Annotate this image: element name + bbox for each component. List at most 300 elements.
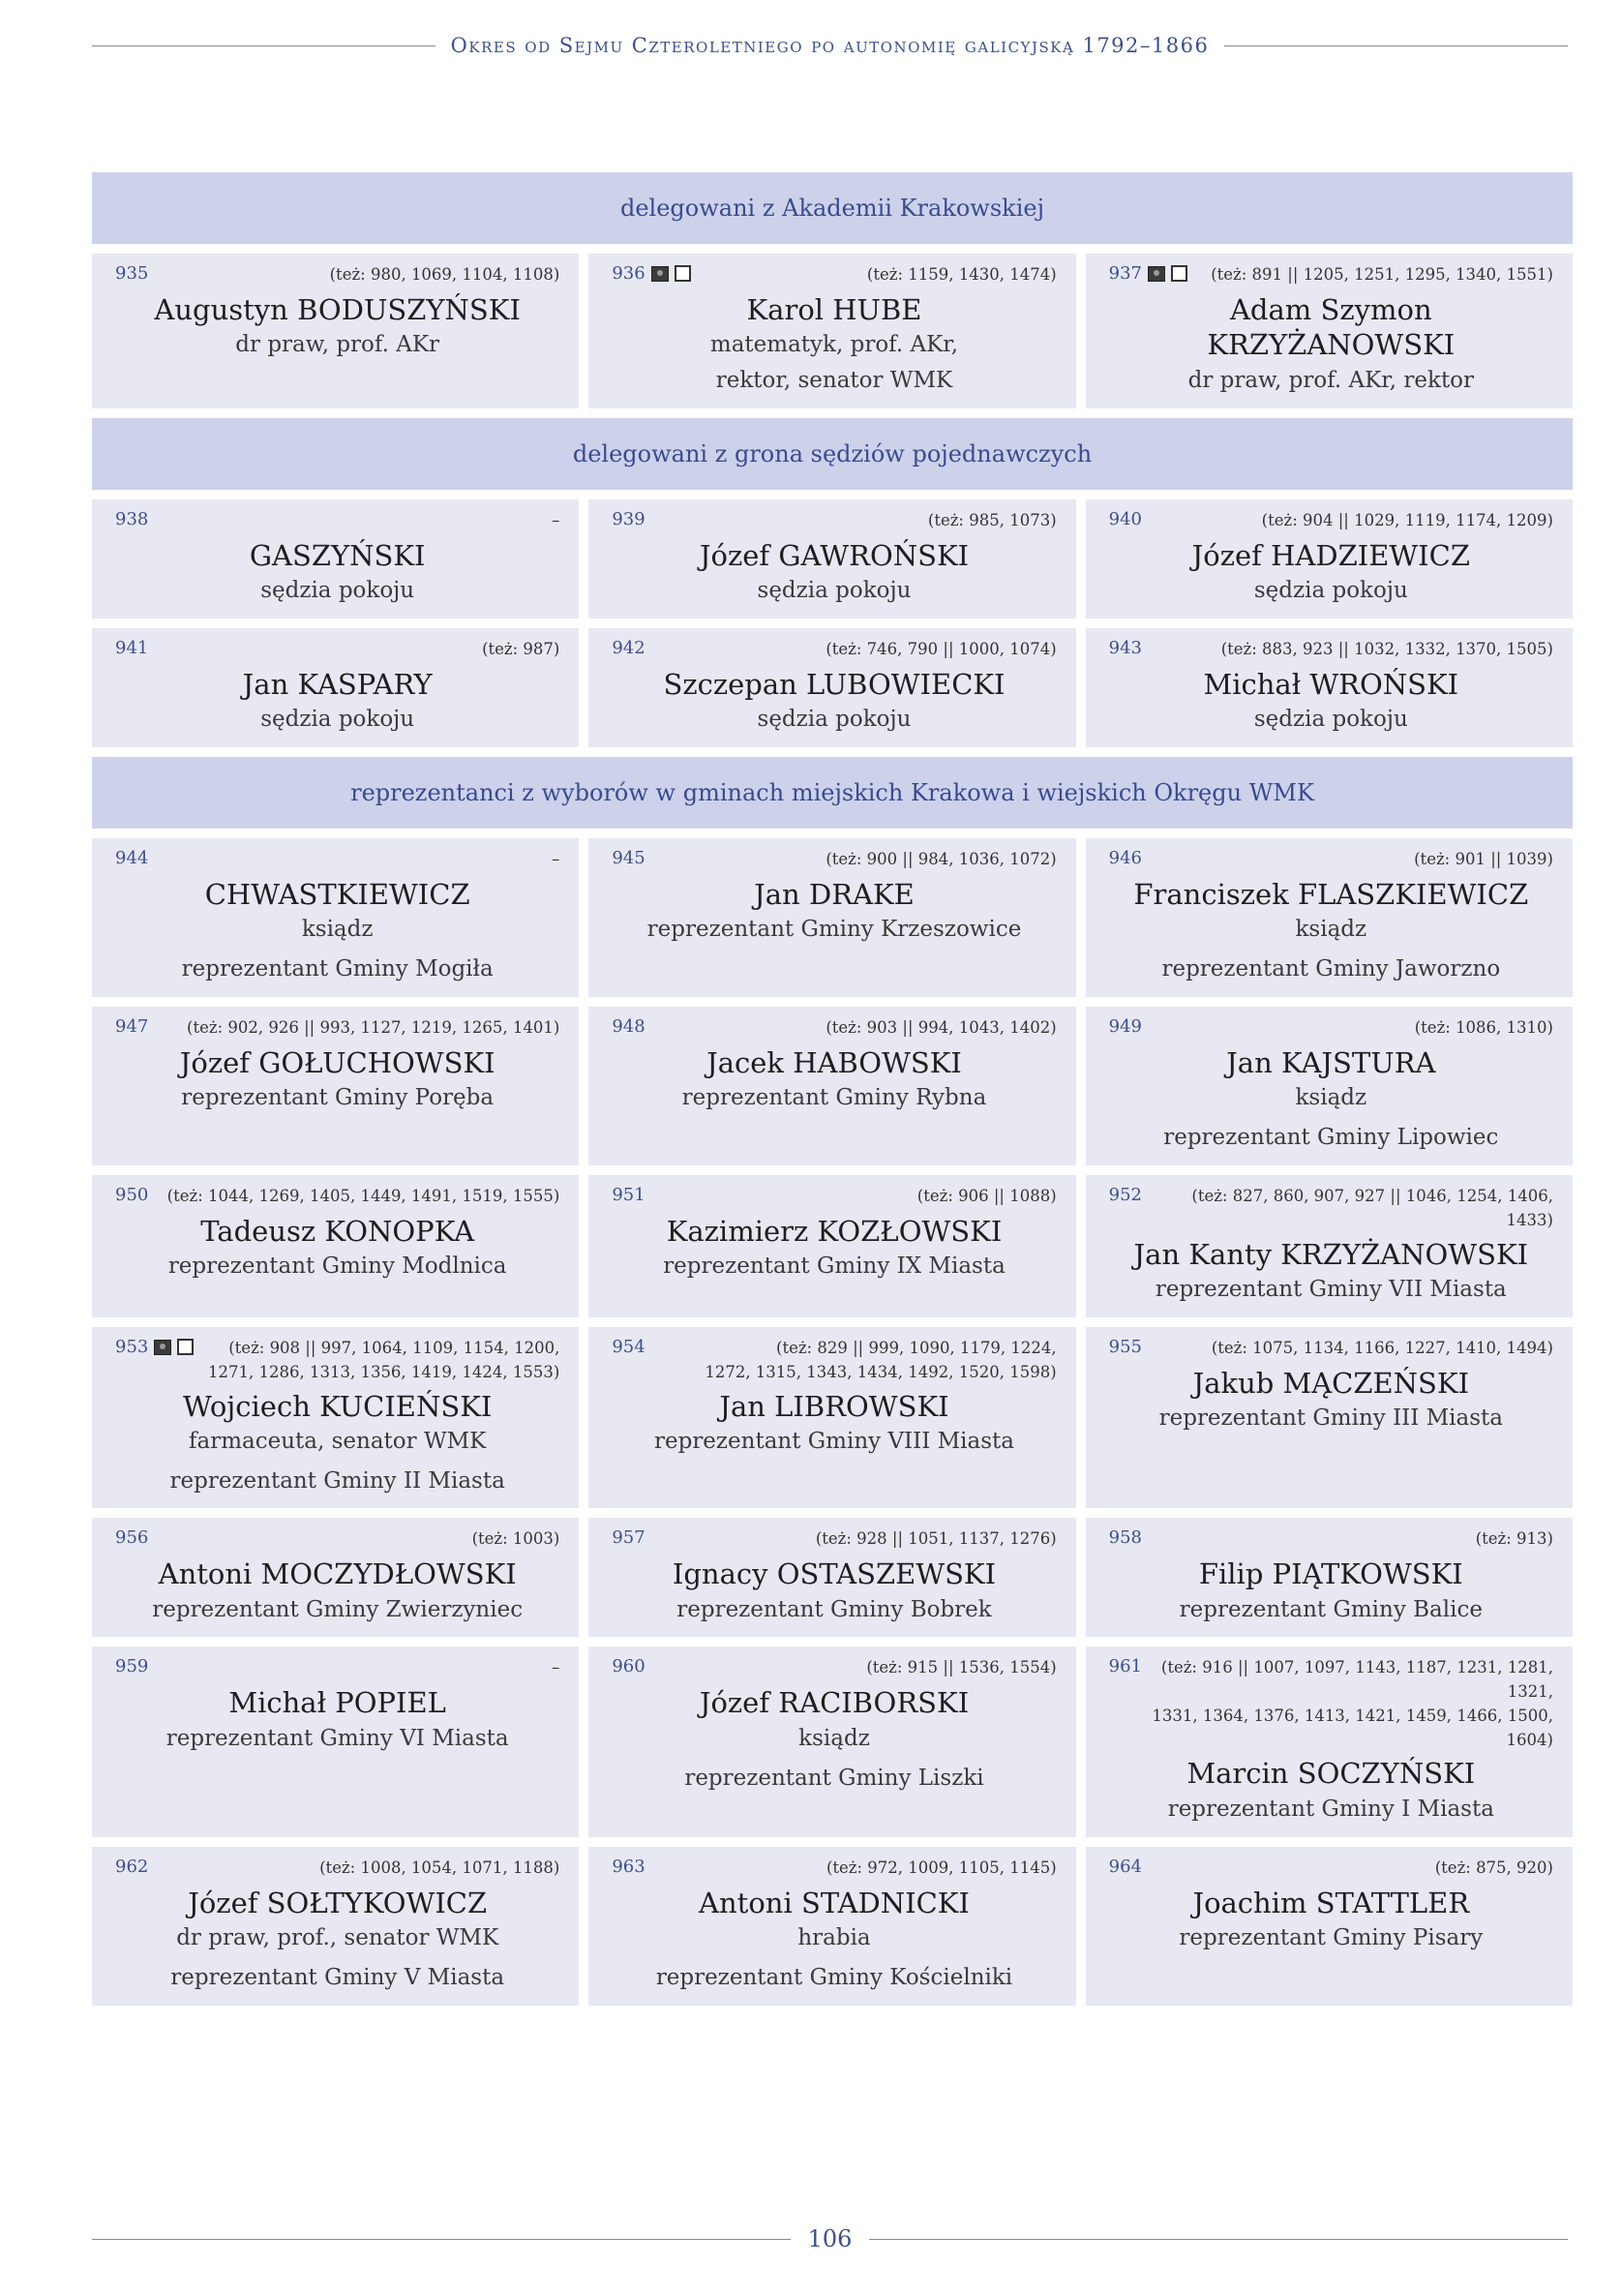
reference-line: (też: 985, 1073) (927, 511, 1057, 529)
reference-line: (też: 902, 926 || 993, 1127, 1219, 1265, 1401) (187, 1018, 560, 1038)
entry-number (115, 1656, 148, 1677)
entry-number (115, 1185, 148, 1205)
footer-rule-right (869, 2239, 1568, 2240)
entry-cell (92, 1327, 579, 1508)
entry-number-text: 959 (115, 1656, 149, 1677)
entry-number (1109, 638, 1142, 658)
cross-references (472, 1527, 560, 1552)
entry-header (612, 1337, 1056, 1385)
entry-number-text: 939 (612, 509, 645, 529)
entry-body (115, 877, 559, 987)
entry-header (115, 1337, 559, 1385)
person-name: Karol HUBE (746, 293, 922, 326)
entry-number-text: 947 (115, 1016, 149, 1038)
cross-references (705, 1337, 1056, 1385)
cross-references (1142, 1185, 1553, 1233)
cross-references (1262, 509, 1553, 533)
reference-line: (też: 908 || 997, 1064, 1109, 1154, 1200, (228, 1339, 560, 1358)
entry-body (115, 538, 559, 609)
entry-number (1109, 1016, 1142, 1037)
reference-line: (też: 928 || 1051, 1137, 1276) (815, 1529, 1057, 1549)
person-description: reprezentant Gminy VII Miasta (1155, 1276, 1507, 1302)
cross-references (1435, 1857, 1553, 1881)
entry-header (115, 1185, 559, 1210)
cross-references (187, 1016, 559, 1041)
square-icon (675, 265, 691, 282)
reference-line: (też: 904 || 1029, 1119, 1174, 1209) (1261, 511, 1553, 529)
reference-line: (też: 883, 923 || 1032, 1332, 1370, 1505) (1220, 640, 1553, 659)
cross-references (330, 263, 560, 287)
entry-number (1109, 848, 1142, 868)
entry-cell (1086, 1007, 1573, 1165)
cross-references (826, 1857, 1057, 1881)
reference-line: – (552, 850, 560, 869)
portrait-icon (651, 266, 669, 282)
running-head (92, 29, 1568, 62)
person-description: sędzia pokoju (1253, 707, 1408, 733)
entries-table (92, 172, 1573, 2015)
entry-row (92, 1518, 1573, 1637)
entry-number (1109, 1656, 1142, 1677)
person-name: Filip PIĄTKOWSKI (1198, 1557, 1463, 1591)
person-description: reprezentant Gminy I Miasta (1167, 1796, 1494, 1822)
entry-cell (1086, 628, 1573, 747)
cross-references (816, 1527, 1057, 1552)
entry-body (115, 1045, 559, 1116)
entry-header (612, 1016, 1056, 1042)
entry-body (115, 1556, 559, 1627)
entry-number (612, 848, 645, 868)
entry-number-text: 953 (115, 1337, 149, 1358)
entry-number (612, 638, 645, 658)
person-description: reprezentant Gminy Pisary (1179, 1924, 1484, 1950)
person-description: sędzia pokoju (260, 578, 415, 604)
person-name: Tadeusz KONOPKA (200, 1215, 475, 1249)
entry-body (612, 1685, 1056, 1796)
entry-body (1109, 1556, 1553, 1627)
cross-references (552, 1656, 559, 1680)
entry-number (1109, 263, 1187, 284)
entry-body (612, 292, 1056, 399)
reference-line: (też: 916 || 1007, 1097, 1143, 1187, 1231, 1281, 1321, (1160, 1658, 1553, 1702)
person-name: Michał POPIEL (228, 1686, 446, 1720)
entry-number-text: 950 (115, 1185, 149, 1206)
cross-references (1221, 638, 1553, 662)
entry-number (612, 1857, 645, 1877)
reference-line: – (552, 1658, 560, 1677)
reference-line: (też: 903 || 994, 1043, 1402) (826, 1018, 1057, 1038)
square-icon (1171, 265, 1187, 282)
entry-header (115, 1527, 559, 1553)
entry-number-text: 944 (115, 848, 149, 869)
entry-body (1109, 1756, 1553, 1827)
entry-body (612, 667, 1056, 738)
person-description: ksiądz (301, 917, 374, 943)
person-name: Augustyn BODUSZYŃSKI (154, 293, 521, 326)
entry-cell (588, 628, 1075, 747)
reference-line: (też: 1159, 1430, 1474) (866, 265, 1057, 284)
entry-cell (92, 838, 579, 997)
entry-number (115, 638, 148, 658)
person-description: rektor, senator WMK (715, 368, 953, 394)
entry-header (612, 1185, 1056, 1210)
reference-line: – (552, 511, 560, 529)
entry-header (115, 638, 559, 663)
representation: reprezentant Gminy Kościelniki (655, 1964, 1013, 1990)
person-description: dr praw, prof. AKr (235, 332, 440, 358)
reference-line: 1331, 1364, 1376, 1413, 1421, 1459, 1466, 1500, 1604) (1152, 1706, 1553, 1749)
entry-body (1109, 1045, 1553, 1156)
entry-number (115, 1016, 148, 1037)
entry-number-text: 964 (1108, 1856, 1143, 1877)
representation: reprezentant Gminy II Miasta (169, 1467, 505, 1494)
entry-header (612, 263, 1056, 288)
reference-line: (też: 913) (1475, 1529, 1553, 1549)
entry-header (115, 1656, 559, 1681)
entry-row (92, 1175, 1573, 1317)
entry-cell (588, 499, 1075, 619)
entry-number-text: 935 (115, 263, 149, 284)
entry-number (612, 263, 690, 284)
representation: reprezentant Gminy Jaworzno (1161, 956, 1501, 982)
person-name: Jakub MĄCZEŃSKI (1192, 1367, 1470, 1401)
reference-line: (też: 915 || 1536, 1554) (866, 1658, 1057, 1677)
entry-cell (588, 1646, 1075, 1836)
entry-body (612, 1886, 1056, 1996)
person-name: Ignacy OSTASZEWSKI (672, 1557, 997, 1591)
reference-line: (też: 746, 790 || 1000, 1074) (826, 640, 1057, 659)
cross-references (826, 638, 1056, 662)
entry-cell (92, 499, 579, 619)
entry-header (115, 1016, 559, 1042)
person-name: Marcin SOCZYŃSKI (1186, 1757, 1476, 1791)
entry-number-text: 937 (1108, 263, 1143, 284)
entry-number (115, 1337, 194, 1357)
entry-header (612, 848, 1056, 873)
portrait-icon (1148, 266, 1165, 282)
entry-number-text: 945 (612, 848, 645, 869)
entry-body (612, 1556, 1056, 1627)
person-description: reprezentant Gminy Rybna (681, 1085, 987, 1111)
cross-references (482, 638, 559, 662)
entry-cell (588, 1518, 1075, 1637)
entry-body (1109, 1886, 1553, 1956)
entry-number-text: 962 (115, 1856, 149, 1877)
entry-header (1109, 1337, 1553, 1362)
entry-cell (1086, 1175, 1573, 1317)
person-description: dr praw, prof., senator WMK (176, 1924, 499, 1950)
entry-number (115, 1857, 148, 1877)
entry-number (115, 509, 148, 529)
cross-references (1476, 1527, 1553, 1552)
entry-number-text: 943 (1108, 638, 1143, 659)
person-description: reprezentant Gminy Krzeszowice (646, 917, 1022, 943)
person-description: reprezentant Gminy VI Miasta (165, 1725, 509, 1751)
entry-header (1109, 1857, 1553, 1882)
entry-cell (588, 1327, 1075, 1508)
entry-header (1109, 638, 1553, 663)
person-name: Józef SOŁTYKOWICZ (188, 1886, 488, 1919)
entry-cell (1086, 499, 1573, 619)
representation: reprezentant Gminy Lipowiec (1163, 1125, 1499, 1151)
person-description: sędzia pokoju (260, 707, 415, 733)
entry-body (115, 667, 559, 738)
entry-body (115, 292, 559, 363)
entry-cell (1086, 1847, 1573, 2006)
entry-number-text: 955 (1108, 1337, 1143, 1358)
section-header: delegowani z Akademii Krakowskiej (92, 172, 1573, 244)
reference-line: (też: 1008, 1054, 1071, 1188) (319, 1858, 560, 1877)
entry-header (115, 263, 559, 288)
person-description: hrabia (797, 1924, 871, 1950)
reference-line: (też: 827, 860, 907, 927 || 1046, 1254, 1406, 1433) (1191, 1187, 1553, 1229)
reference-line: (też: 1003) (471, 1529, 560, 1549)
entry-cell (92, 1007, 579, 1165)
person-description: reprezentant Gminy IX Miasta (663, 1254, 1006, 1280)
entry-cell (588, 1007, 1075, 1165)
entry-number-text: 949 (1108, 1016, 1143, 1038)
entry-number (1109, 1185, 1142, 1205)
person-name: Franciszek FLASZKIEWICZ (1133, 878, 1529, 912)
entry-number-text: 940 (1108, 509, 1143, 529)
person-description: reprezentant Gminy Poręba (181, 1085, 495, 1111)
entry-header (115, 509, 559, 534)
reference-line: (też: 891 || 1205, 1251, 1295, 1340, 1551) (1211, 265, 1553, 284)
cross-references (167, 1185, 560, 1209)
person-description: reprezentant Gminy VIII Miasta (653, 1428, 1014, 1454)
cross-references (1211, 263, 1553, 287)
cross-references (552, 848, 559, 872)
entry-body (1109, 1237, 1553, 1308)
entry-row (92, 838, 1573, 997)
entry-header (1109, 1185, 1553, 1233)
person-name: Antoni MOCZYDŁOWSKI (158, 1557, 517, 1591)
person-name: Jan DRAKE (754, 878, 915, 912)
entry-number (115, 1527, 148, 1548)
reference-line: (też: 829 || 999, 1090, 1179, 1224, (776, 1339, 1057, 1358)
person-description: ksiądz (1295, 1085, 1367, 1111)
header-rule-right (1224, 45, 1568, 46)
entry-cell (1086, 254, 1573, 408)
reference-line: (też: 901 || 1039) (1414, 850, 1553, 869)
entry-cell (1086, 1646, 1573, 1836)
entry-body (1109, 667, 1553, 738)
person-name: Kazimierz KOZŁOWSKI (666, 1215, 1003, 1249)
entry-body (1109, 1366, 1553, 1436)
person-name: Józef GAWROŃSKI (699, 539, 970, 572)
person-name: Jan KAJSTURA (1226, 1046, 1436, 1080)
entry-number-text: 958 (1108, 1527, 1143, 1549)
entry-body (115, 1685, 559, 1756)
person-description: sędzia pokoju (757, 707, 912, 733)
reference-line: (też: 972, 1009, 1105, 1145) (826, 1858, 1057, 1877)
entry-row (92, 1646, 1573, 1836)
entry-cell (92, 254, 579, 408)
entry-number (612, 1527, 645, 1548)
entry-number-text: 942 (612, 638, 645, 659)
cross-references (1142, 1656, 1553, 1752)
cross-references (1212, 1337, 1553, 1361)
person-description: reprezentant Gminy III Miasta (1158, 1405, 1504, 1432)
entry-cell (588, 1175, 1075, 1317)
person-description: reprezentant Gminy Balice (1179, 1596, 1483, 1622)
entry-number (612, 1656, 645, 1677)
page-footer (92, 2222, 1568, 2255)
entry-number-text: 951 (612, 1185, 645, 1206)
representation: reprezentant Gminy Mogiła (181, 956, 494, 982)
entry-number-text: 936 (612, 263, 645, 284)
entry-header (612, 1857, 1056, 1882)
entry-body (115, 1389, 559, 1499)
entry-header (612, 638, 1056, 663)
entry-number (115, 263, 148, 284)
entry-number (1109, 509, 1142, 529)
entry-number (612, 509, 645, 529)
entry-number-text: 946 (1108, 848, 1143, 869)
running-head-title: Okres od Sejmu Czteroletniego po autonomię galicyjską 1792–1866 (450, 34, 1210, 57)
reference-line: (też: 906 || 1088) (916, 1187, 1057, 1206)
reference-line: (też: 987) (482, 640, 560, 659)
entry-row (92, 628, 1573, 747)
person-name: Szczepan LUBOWIECKI (663, 668, 1006, 702)
entry-body (115, 1214, 559, 1284)
person-name: Jan LIBROWSKI (719, 1389, 949, 1423)
entry-header (612, 1656, 1056, 1681)
entry-number (612, 1016, 645, 1037)
person-name: Joachim STATTLER (1192, 1886, 1470, 1919)
cross-references (826, 848, 1056, 872)
header-rule-left (92, 45, 435, 46)
entry-cell (588, 254, 1075, 408)
entry-cell (588, 1847, 1075, 2006)
entry-header (1109, 1016, 1553, 1042)
entry-cell (92, 628, 579, 747)
entry-body (1109, 877, 1553, 987)
representation: reprezentant Gminy V Miasta (170, 1964, 505, 1990)
entry-cell (1086, 838, 1573, 997)
entry-number-text: 938 (115, 509, 149, 529)
entry-row (92, 1847, 1573, 2006)
entry-header (115, 848, 559, 873)
entry-body (1109, 292, 1553, 398)
page-number: 106 (807, 2225, 853, 2252)
cross-references (552, 509, 559, 533)
entry-cell (92, 1518, 579, 1637)
cross-references (208, 1337, 559, 1385)
representation: reprezentant Gminy Liszki (684, 1765, 984, 1791)
person-name: Michał WROŃSKI (1203, 668, 1459, 702)
reference-line: (też: 980, 1069, 1104, 1108) (329, 265, 560, 284)
person-description: sędzia pokoju (757, 578, 912, 604)
entry-row (92, 1007, 1573, 1165)
person-name: Jan Kanty KRZYŻANOWSKI (1133, 1237, 1529, 1271)
person-description: matematyk, prof. AKr, (709, 332, 959, 358)
footer-rule-left (92, 2239, 791, 2240)
entry-number (1109, 1337, 1142, 1357)
entry-header (1109, 1656, 1553, 1752)
cross-references (917, 1185, 1057, 1209)
entry-cell (1086, 1327, 1573, 1508)
entry-header (1109, 263, 1553, 288)
square-icon (177, 1339, 194, 1355)
person-description: dr praw, prof. AKr, rektor (1187, 367, 1475, 393)
entry-number (1109, 1857, 1142, 1877)
entry-number-text: 960 (612, 1656, 645, 1677)
entry-body (612, 1045, 1056, 1116)
entry-header (1109, 848, 1553, 873)
entry-body (1109, 538, 1553, 609)
cross-references (826, 1016, 1056, 1041)
cross-references (867, 263, 1057, 287)
cross-references (866, 1656, 1056, 1680)
entry-body (115, 1886, 559, 1996)
entry-cell (92, 1646, 579, 1836)
person-description: farmaceuta, senator WMK (188, 1428, 487, 1454)
person-name: Wojciech KUCIEŃSKI (182, 1389, 493, 1423)
person-name: Adam Szymon KRZYŻANOWSKI (1207, 293, 1456, 362)
entry-number-text: 952 (1108, 1185, 1143, 1206)
reference-line: (też: 875, 920) (1434, 1858, 1553, 1877)
entry-cell (92, 1175, 579, 1317)
entry-number-text: 963 (612, 1856, 645, 1877)
cross-references (1414, 848, 1553, 872)
cross-references (1415, 1016, 1553, 1041)
person-name: Józef HADZIEWICZ (1191, 539, 1470, 572)
entry-header (1109, 1527, 1553, 1553)
person-description: ksiądz (798, 1725, 870, 1751)
section-header: reprezentanci z wyborów w gminach miejskich Krakowa i wiejskich Okręgu WMK (92, 757, 1573, 829)
reference-line: 1271, 1286, 1313, 1356, 1419, 1424, 1553) (208, 1362, 560, 1381)
entry-header (115, 1857, 559, 1882)
cross-references (319, 1857, 559, 1881)
entry-cell (588, 838, 1075, 997)
entry-number-text: 954 (612, 1337, 645, 1358)
person-description: reprezentant Gminy Zwierzyniec (152, 1596, 524, 1622)
entry-header (1109, 509, 1553, 534)
entry-body (612, 1389, 1056, 1460)
entry-body (612, 877, 1056, 948)
reference-line: (też: 1075, 1134, 1166, 1227, 1410, 1494) (1211, 1339, 1553, 1358)
person-description: reprezentant Gminy Modlnica (167, 1254, 507, 1280)
entry-number-text: 948 (612, 1016, 645, 1038)
reference-line: (też: 900 || 984, 1036, 1072) (826, 850, 1057, 869)
entry-body (612, 538, 1056, 609)
entry-number-text: 957 (612, 1527, 645, 1549)
entry-cell (1086, 1518, 1573, 1637)
person-name: Józef RACIBORSKI (699, 1686, 970, 1720)
portrait-icon (154, 1340, 171, 1355)
entry-number (1109, 1527, 1142, 1548)
entry-row (92, 1327, 1573, 1508)
person-description: ksiądz (1295, 917, 1367, 943)
entry-header (612, 1527, 1056, 1553)
entry-row (92, 499, 1573, 619)
person-description: sędzia pokoju (1253, 578, 1408, 604)
entry-number-text: 941 (115, 638, 149, 659)
entry-number (115, 848, 148, 868)
entry-cell (92, 1847, 579, 2006)
person-name: CHWASTKIEWICZ (204, 878, 470, 912)
entry-number (612, 1185, 645, 1205)
reference-line: 1272, 1315, 1343, 1434, 1492, 1520, 1598) (705, 1362, 1057, 1381)
person-name: Jan KASPARY (242, 668, 433, 702)
entry-number (612, 1337, 645, 1357)
reference-line: (też: 1086, 1310) (1414, 1018, 1553, 1038)
entry-row (92, 254, 1573, 408)
person-name: GASZYŃSKI (249, 539, 426, 572)
person-name: Józef GOŁUCHOWSKI (179, 1046, 495, 1080)
cross-references (928, 509, 1057, 533)
